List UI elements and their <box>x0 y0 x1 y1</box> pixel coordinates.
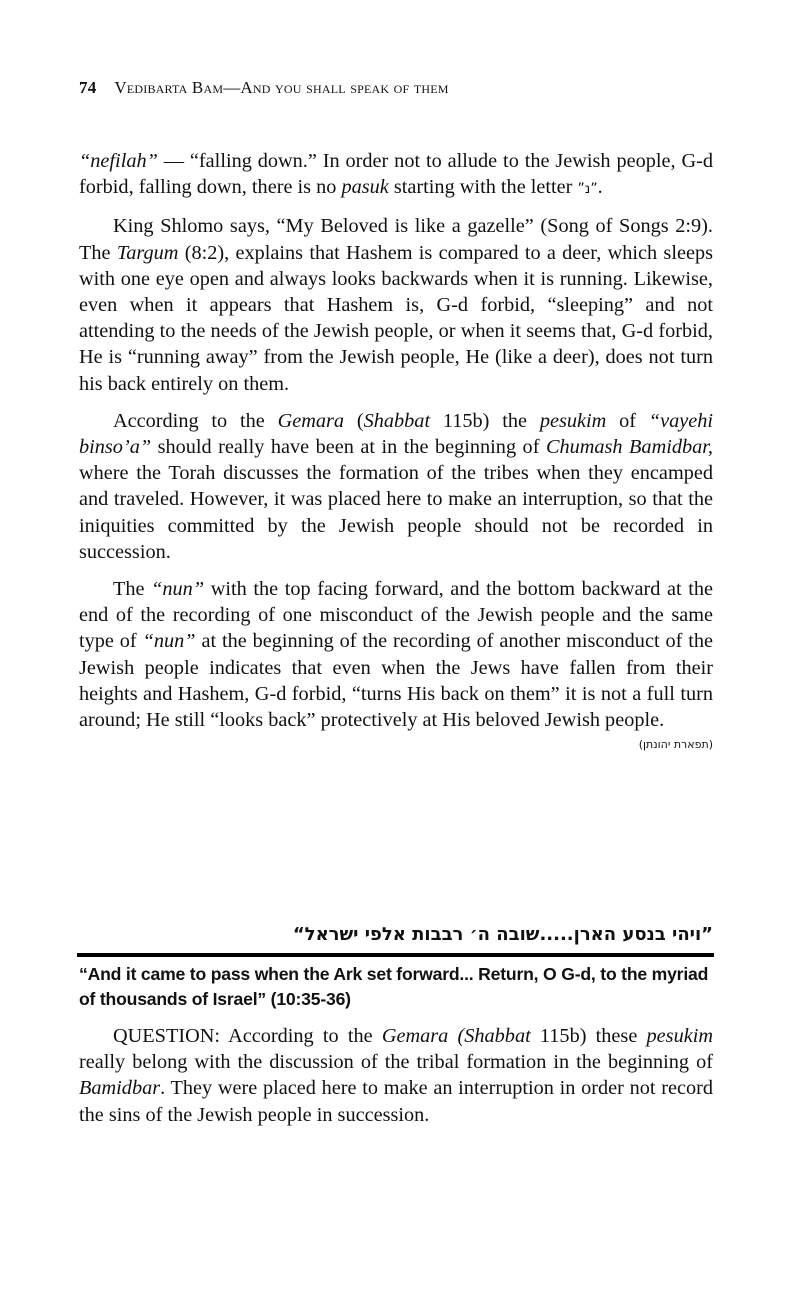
italic-term: Chumash Bamidbar, <box>545 436 713 459</box>
source-citation: (תפארת יהונתן) <box>638 738 713 752</box>
text-run: QUESTION: According to the <box>113 1025 382 1047</box>
italic-term: Gemara (Shabbat <box>381 1025 531 1047</box>
paragraph <box>79 148 713 202</box>
italic-term: Gemara <box>277 409 345 432</box>
text-run: starting with the letter <box>388 176 578 199</box>
text-run: really belong with the discussion of the tribal formation in the beginning of <box>79 1051 713 1074</box>
italic-term: “nun” <box>142 630 196 653</box>
paragraph <box>79 408 713 565</box>
hebrew-letter: ”נ” <box>577 181 598 198</box>
italic-term: Shabbat <box>363 409 431 432</box>
question-paragraph <box>79 1023 713 1128</box>
italic-term: Bamidbar <box>79 1077 161 1100</box>
italic-term: pesukim <box>539 409 607 432</box>
heading-rule <box>77 953 714 957</box>
text-run: (8:2), explains that Hashem is compared to a deer, which sleeps with one eye open and always looks backwards when it is running. Likewise, even when it appears that Hashem is, G-d forbid, “sleeping” and not attending to the needs of the Jewish people, or when it seems that, G-d forbid, He is “running away” from the Jewish people, He (like a deer), does not turn his back entirely on them. <box>79 241 713 395</box>
text-run: The <box>113 578 152 601</box>
text-run: . <box>597 176 603 199</box>
hebrew-heading: ”ויהי בנסע הארן.....שובה ה׳ רבבות אלפי ישראל“ <box>292 924 713 945</box>
italic-term: “nun” <box>151 578 205 601</box>
italic-term: pesukim <box>646 1025 713 1047</box>
italic-term: “nefilah” <box>79 150 158 172</box>
italic-term: pasuk <box>341 176 389 199</box>
text-run: . They were placed here to make an interruption in order not record the sins of the Jewish people in succession. <box>79 1077 713 1126</box>
text-run: should really have been at in the beginning of <box>151 436 546 459</box>
text-run: at the beginning of the recording of another misconduct of the Jewish people indicates that even when the Jews have fallen from their heights and Hashem, G-d forbid, “turns His back on them” it is not a full turn around; He still “looks back” protectively at His beloved Jewish people. <box>79 630 714 732</box>
text-run: where the Torah discusses the formation of the tribes when they encamped and traveled. However, it was placed here to make an interruption, so that the iniquities committed by the Jewish people should not be recorded in succession. <box>79 462 713 563</box>
running-head <box>79 78 449 98</box>
text-run: 115b) these <box>530 1025 647 1047</box>
text-run: with the top facing forward, and the bottom backward at the end of the recording of one misconduct of the Jewish people and the same type of <box>79 578 713 653</box>
running-title: Vedibarta Bam—And you shall speak of them <box>114 78 449 97</box>
text-run: — “falling down.” In order not to allude to the Jewish people, G-d forbid, falling down, there is no <box>79 150 713 199</box>
paragraph <box>79 213 713 396</box>
italic-term: “vayehi binso’a” <box>79 409 713 459</box>
text-run: King Shlomo says, “My Beloved is like a gazelle” (Song of Songs 2:9). The <box>79 215 713 264</box>
paragraph <box>79 576 713 733</box>
question-text <box>79 1023 713 1128</box>
page-number: 74 <box>79 78 97 97</box>
text-run: According to the <box>113 409 278 432</box>
text-run: 115b) the <box>430 409 540 432</box>
text-run: ( <box>344 409 364 432</box>
english-heading: “And it came to pass when the Ark set forward... Return, O G-d, to the myriad of thousands of Israel” (10:35-36) <box>79 964 709 1009</box>
italic-term: Targum <box>116 241 179 264</box>
body-text <box>79 148 713 758</box>
text-run: of <box>606 409 649 432</box>
